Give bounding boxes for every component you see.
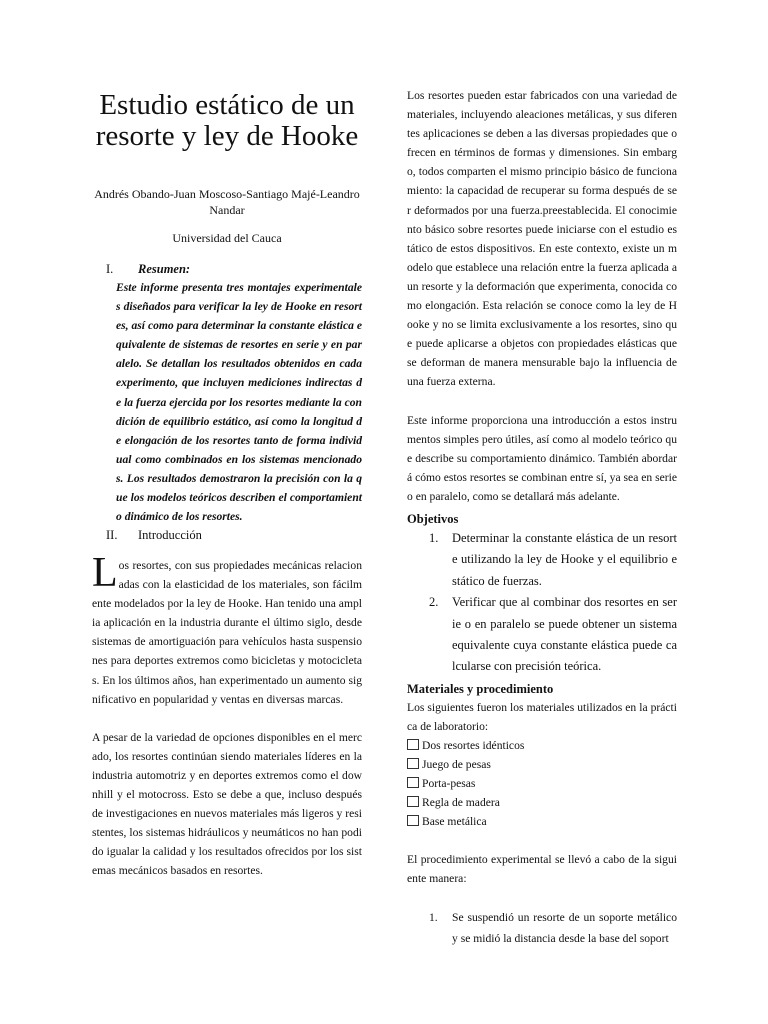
list-item: [407, 592, 677, 678]
objectives-list: [407, 528, 677, 678]
list-item-text: Determinar la constante elástica de un resorte utilizando la ley de Hooke y el equilibrio estático de fuerzas.: [452, 530, 677, 588]
list-number: 1.: [429, 911, 438, 925]
intro-body: [92, 550, 362, 900]
list-item-text: Juego de pesas: [422, 758, 491, 771]
procedure-steps: [407, 907, 677, 949]
list-item: [407, 793, 677, 812]
section-heading-text: Resumen:: [138, 262, 191, 276]
materials-heading: Materiales y procedimiento: [407, 681, 554, 696]
intro-paragraph: A pesar de la variedad de opciones disponibles en el mercado, los resortes continúan siendo materiales líderes en la industria automotriz y en deportes extremos como el downhill y el motocross. Esto se debe a que, incluso después de investigaciones en nuevos materiales más ligeros y resistentes, los sistemas hidráulicos y neumáticos no han podido igualar la calidad y los resultados ofrecidos por los sistemas mecánicos basados en resortes.: [92, 730, 362, 878]
abstract-heading: [106, 260, 190, 278]
procedure-intro: El procedimiento experimental se llevó a cabo de la siguiente manera:: [407, 853, 677, 886]
checkbox-icon: [407, 815, 419, 826]
intro-paragraph-text: os resortes, con sus propiedades mecánicas relacionadas con la elasticidad de los materiales, son fácilmente modelados por la ley de Hooke. Han tenido una amplia aplicación en la industria durante el último siglo, desde sistemas de amortiguación para vehículos hasta suspensiones para deportes extremos como bicicletas y motocicletas. En los últimos años, han experimentado un aumento significativo en popularidad y ventas en diversas marcas.: [92, 559, 362, 706]
abstract-text: Este informe presenta tres montajes experimentales diseñados para verificar la ley de Hooke en resortes, así como para determinar la constante elástica equivalente de sistemas de resortes en serie y en paralelo. Se detallan los resultados obtenidos en cada experimento, que incluyen mediciones indirectas de la fuerza ejercida por los resortes mediante la condición de equilibrio estático, así como la longitud de elongación de los resortes tanto de forma individual como combinados en los sistemas mencionados. Los resultados demostraron la precisión con la que los modelos teóricos describen el comportamiento dinámico de los resortes.: [116, 281, 362, 524]
list-item: [407, 736, 677, 755]
list-item: [407, 774, 677, 793]
list-number: 2.: [429, 595, 439, 610]
list-item-text: Base metálica: [422, 815, 487, 828]
checkbox-icon: [407, 739, 419, 750]
materials-list: [407, 736, 677, 831]
affiliation: Universidad del Cauca: [172, 231, 282, 245]
author-list: Andrés Obando-Juan Moscoso-Santiago Majé-Leandro Nandar: [94, 187, 360, 217]
checkbox-icon: [407, 796, 419, 807]
right-column: [407, 86, 677, 949]
checkbox-icon: [407, 777, 419, 788]
body-paragraph: Los resortes pueden estar fabricados con una variedad de materiales, incluyendo aleaciones metálicas, y sus diferentes aplicaciones se deben a las diversas propiedades que ofrecen en términos de formas y dimensiones. Sin embargo, todos comparten el mismo principio básico de funcionamiento: la capacidad de recuperar su forma después de ser deformados por una fuerza.preestablecida. El conocimiento básico sobre resortes puede iniciarse con el estudio estático de estos dispositivos. En este contexto, existe un modelo que establece una relación entre la fuerza aplicada a un resorte y la deformación que experimenta, conocida como elongación. Esta relación se conoce como la ley de Hooke y no se limita exclusivamente a los resortes, sino que puede aplicarse a objetos con propiedades elásticas que se deforman de manera mensurable bajo la influencia de una fuerza externa.: [407, 89, 677, 389]
checkbox-icon: [407, 758, 419, 769]
section-number: II.: [106, 528, 118, 542]
intro-heading: [106, 526, 202, 544]
list-item-text: Regla de madera: [422, 796, 500, 809]
list-item-text: Porta-pesas: [422, 777, 476, 790]
list-item: [407, 907, 677, 949]
list-item: [407, 755, 677, 774]
paper-title: Estudio estático de un resorte y ley de Hooke: [95, 89, 359, 152]
intro-paragraph: [92, 550, 362, 709]
list-item-text: Se suspendió un resorte de un soporte metálico y se midió la distancia desde la base del soport: [452, 911, 677, 946]
list-item-text: Dos resortes idénticos: [422, 739, 525, 752]
section-number: I.: [106, 262, 114, 276]
list-item: [407, 812, 677, 831]
drop-cap: L: [92, 550, 118, 596]
materials-intro: Los siguientes fueron los materiales utilizados en la práctica de laboratorio:: [407, 700, 677, 733]
objectives-heading: Objetivos: [407, 511, 459, 526]
section-heading-text: Introducción: [138, 528, 202, 542]
body-paragraph: Este informe proporciona una introducción a estos instrumentos simples pero útiles, así como al modelo teórico que describe su comportamiento dinámico. También abordará cómo estos resortes se combinan entre sí, ya sea en serie o en paralelo, como se detallará más adelante.: [407, 413, 677, 503]
list-item-text: Verificar que al combinar dos resortes en serie o en paralelo se puede obtener un sistema equivalente cuya constante elástica puede calcularse con precisión teórica.: [452, 595, 677, 674]
list-number: 1.: [429, 530, 439, 545]
list-item: [407, 528, 677, 592]
